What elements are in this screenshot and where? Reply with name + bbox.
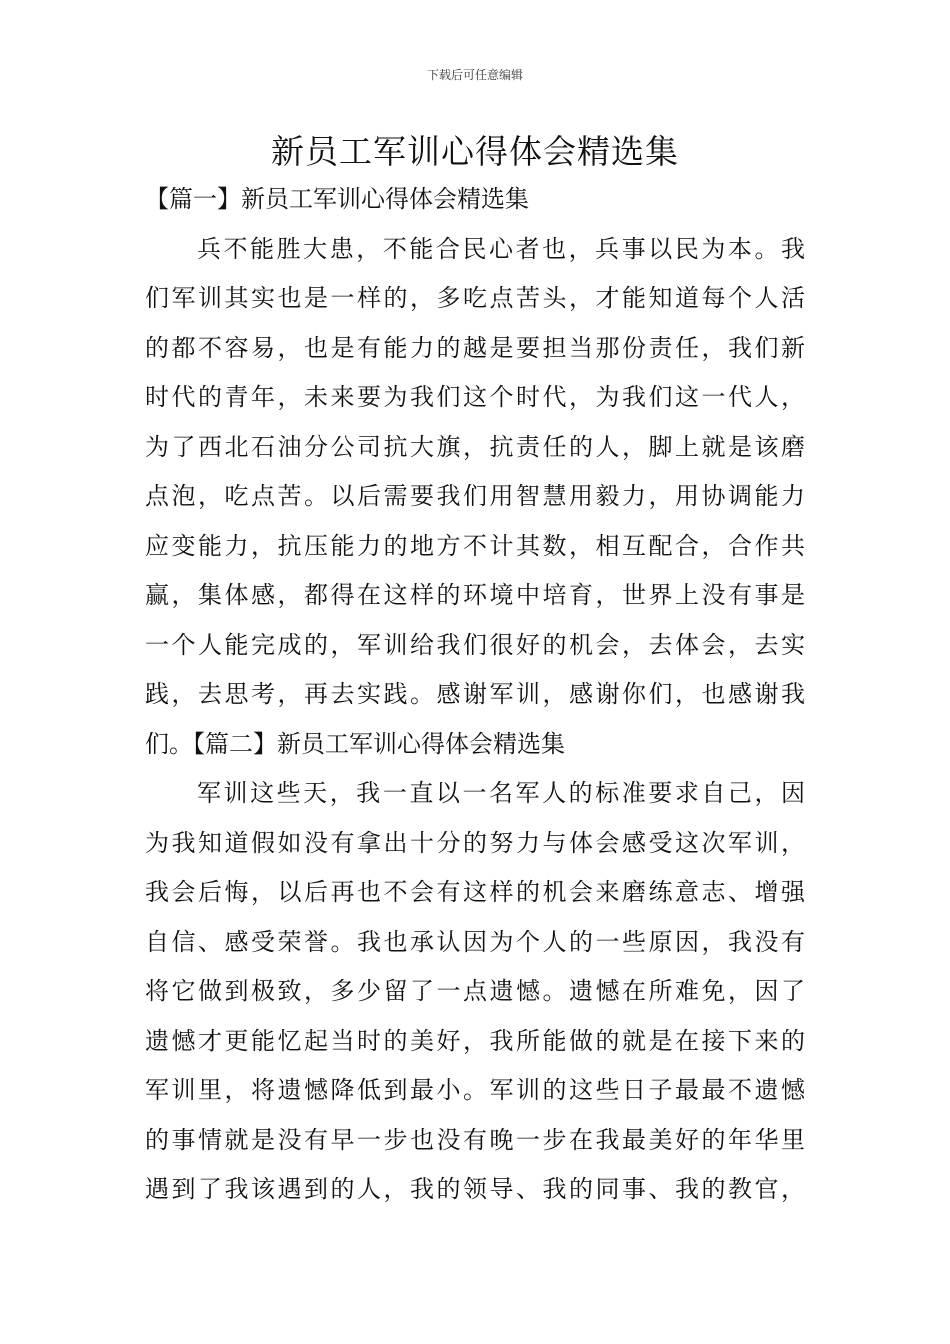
- text-line: 的都不容易，也是有能力的越是要担当那份责任，我们新: [145, 333, 805, 362]
- text-line: 们。【篇二】新员工军训心得体会精选集: [145, 729, 565, 758]
- text-line: 们军训其实也是一样的，多吃点苦头，才能知道每个人活: [145, 284, 805, 312]
- text-line: 我会后悔，以后再也不会有这样的机会来磨练意志、增强: [145, 878, 805, 906]
- text-line: 为我知道假如没有拿出十分的努力与体会感受这次军训，: [145, 828, 805, 857]
- text-line: 为了西北石油分公司抗大旗，抗责任的人，脚上就是该磨: [145, 432, 805, 461]
- document-title: 新员工军训心得体会精选集: [271, 132, 679, 171]
- document-body: [145, 175, 805, 1215]
- text-line: 一个人能完成的，军训给我们很好的机会，去体会，去实: [145, 630, 805, 659]
- text-line: 时代的青年，未来要为我们这个时代，为我们这一代人，: [145, 383, 805, 411]
- text-line: 将它做到极致，多少留了一点遗憾。遗憾在所难免，因了: [145, 977, 805, 1005]
- text-line: 应变能力，抗压能力的地方不计其数，相互配合，合作共: [145, 531, 805, 560]
- text-line: 遇到了我该遇到的人，我的领导、我的同事、我的教官，: [145, 1175, 805, 1203]
- text-line: 军训里，将遗憾降低到最小。军训的这些日子最最不遗憾: [145, 1076, 805, 1104]
- text-line: 兵不能胜大患，不能合民心者也，兵事以民为本。我: [197, 234, 805, 263]
- text-line: 践，去思考，再去实践。感谢军训，感谢你们，也感谢我: [145, 680, 805, 708]
- text-line: 的事情就是没有早一步也没有晚一步在我最美好的年华里: [145, 1125, 805, 1154]
- text-line: 军训这些天，我一直以一名军人的标准要求自己，因: [197, 779, 805, 807]
- text-line: 赢，集体感，都得在这样的环境中培育，世界上没有事是: [145, 581, 805, 609]
- text-line: 【篇一】新员工军训心得体会精选集: [145, 185, 529, 213]
- text-line: 自信、感受荣誉。我也承认因为个人的一些原因，我没有: [145, 927, 805, 956]
- header-note: 下载后可任意编辑: [426, 68, 523, 82]
- text-line: 点泡，吃点苦。以后需要我们用智慧用毅力，用协调能力: [145, 482, 805, 510]
- text-line: 遗憾才更能忆起当时的美好，我所能做的就是在接下来的: [145, 1026, 805, 1055]
